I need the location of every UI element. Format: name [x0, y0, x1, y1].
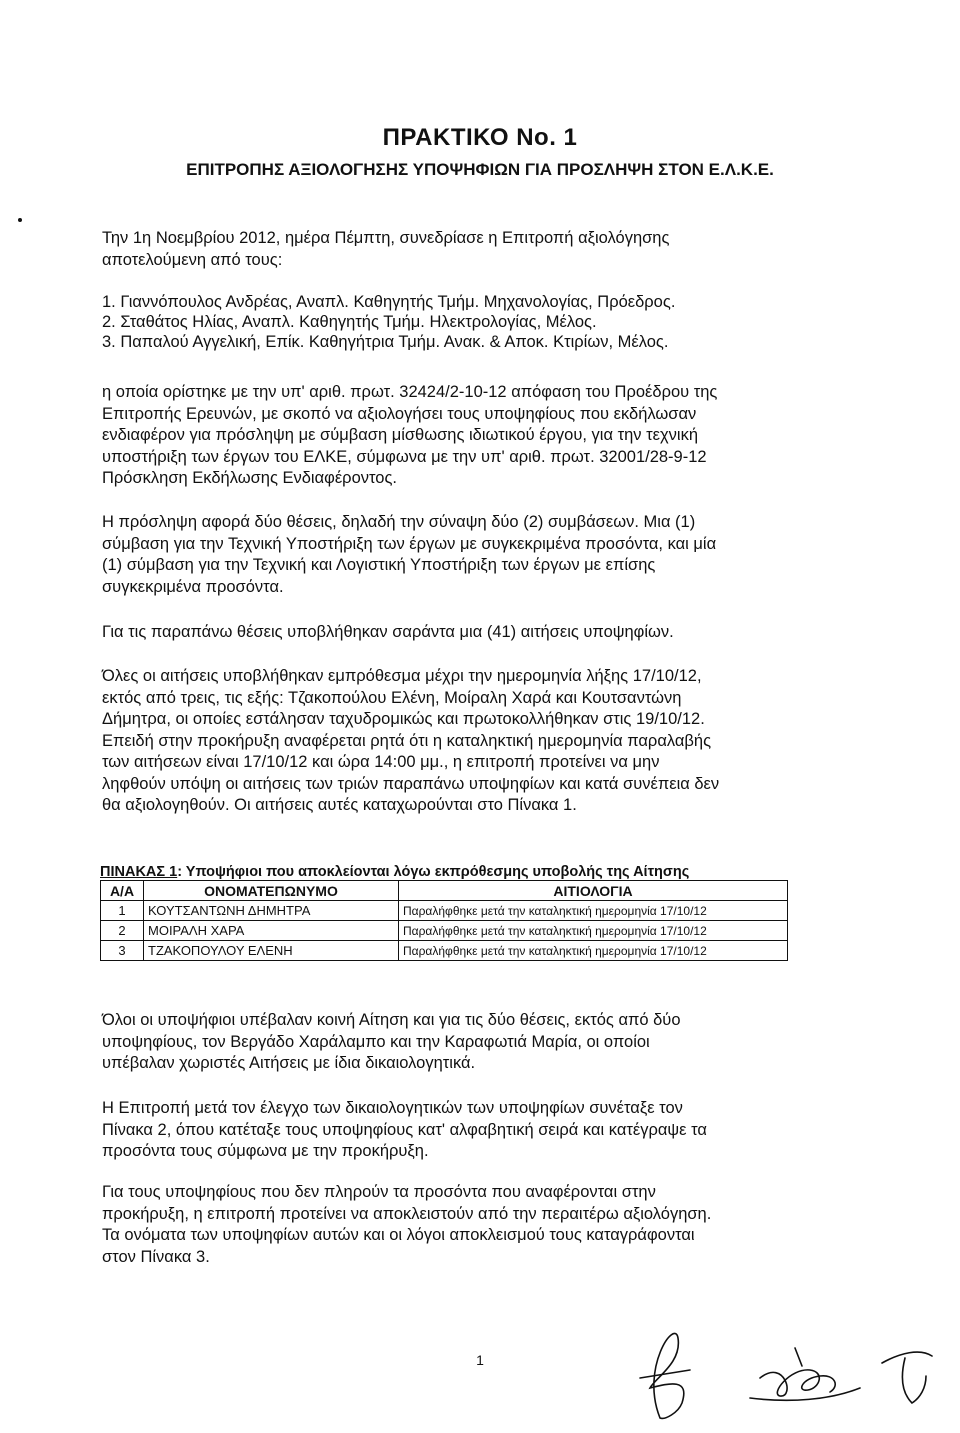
table-header-row	[101, 881, 788, 901]
intro-paragraph	[102, 228, 814, 271]
committee-members-list	[102, 292, 814, 352]
table-cell: 3	[101, 941, 144, 961]
paragraph-table2	[102, 1098, 814, 1163]
list-item: 1. Γιαννόπουλος Ανδρέας, Αναπλ. Καθηγητής Τμήμ. Μηχανολογίας, Πρόεδρος.	[102, 293, 676, 311]
text-line: Την 1η Νοεμβρίου 2012, ημέρα Πέμπτη, συνεδρίασε η Επιτροπή αξιολόγησης	[102, 229, 670, 247]
document-title: ΠΡΑΚΤΙΚΟ Νο. 1	[382, 124, 578, 151]
list-item: 3. Παπαλού Αγγελική, Επίκ. Καθηγήτρια Τμήμ. Ανακ. & Αποκ. Κτιρίων, Μέλος.	[102, 333, 669, 351]
text-line: ληφθούν υπόψη οι αιτήσεις των τριών παραπάνω υποψηφίων και κατά συνέπεια δεν	[102, 774, 720, 793]
text-line: θα αξιολογηθούν. Οι αιτήσεις αυτές καταχωρούνται στο Πίνακα 1.	[102, 796, 577, 814]
text-line: Πρόσκληση Εκδήλωσης Ενδιαφέροντος.	[102, 469, 397, 487]
table1-caption-label: ΠΙΝΑΚΑΣ 1	[100, 864, 178, 880]
text-line: υποστήριξη των έργων του ΕΛΚΕ, σύμφωνα με την υπ' αριθ. πρωτ. 32001/28-9-12	[102, 447, 707, 466]
handwritten-signatures	[620, 1308, 940, 1428]
text-line: Η πρόσληψη αφορά δύο θέσεις, δηλαδή την σύναψη δύο (2) συμβάσεων. Μια (1)	[102, 513, 696, 531]
margin-dot	[18, 218, 22, 222]
paragraph-joint-applications	[102, 1010, 814, 1075]
text-line: υπέβαλαν χωριστές Αιτήσεις με ίδια δικαιολογητικά.	[102, 1054, 476, 1072]
table-cell: Παραλήφθηκε μετά την καταληκτική ημερομηνία 17/10/12	[399, 901, 788, 921]
table1-caption	[100, 864, 689, 880]
paragraph-table3	[102, 1182, 814, 1268]
text-line: Όλες οι αιτήσεις υποβλήθηκαν εμπρόθεσμα μέχρι την ημερομηνία λήξης 17/10/12,	[102, 667, 702, 685]
text-line: προσόντα τους σύμφωνα με την προκήρυξη.	[102, 1142, 429, 1160]
text-line: (1) σύμβαση για την Τεχνική και Λογιστική Υποστήριξη των έργων με επίσης	[102, 556, 656, 574]
table-row	[101, 921, 788, 941]
text-line: εκτός από τρεις, τις εξής: Τζακοπούλου Ελένη, Μοίραλη Χαρά και Κουτσαντώνη	[102, 688, 682, 707]
table-cell: ΤΖΑΚΟΠΟΥΛΟΥ ΕΛΕΝΗ	[144, 941, 399, 961]
table-cell: Παραλήφθηκε μετά την καταληκτική ημερομηνία 17/10/12	[399, 921, 788, 941]
table-cell: ΜΟΙΡΑΛΗ ΧΑΡΑ	[144, 921, 399, 941]
text-line: των αιτήσεων είναι 17/10/12 και ώρα 14:00 μμ., η επιτροπή προτείνει να μην	[102, 753, 660, 771]
table-cell: ΚΟΥΤΣΑΝΤΩΝΗ ΔΗΜΗΤΡΑ	[144, 901, 399, 921]
text-line: προκήρυξη, η επιτροπή προτείνει να αποκλειστούν από την περαιτέρω αξιολόγηση.	[102, 1204, 712, 1223]
text-line: η οποία ορίστηκε με την υπ' αριθ. πρωτ. 32424/2-10-12 απόφαση του Προέδρου της	[102, 383, 718, 401]
table-cell: 1	[101, 901, 144, 921]
table-cell: 2	[101, 921, 144, 941]
column-header: ΑΙΤΙΟΛΟΓΙΑ	[399, 881, 788, 901]
text-line: Τα ονόματα των υποψηφίων αυτών και οι λόγοι αποκλεισμού τους καταγράφονται	[102, 1226, 695, 1244]
paragraph-positions	[102, 512, 814, 598]
table1-caption-text: : Υποψήφιοι που αποκλείονται λόγω εκπρόθεσμης υποβολής της Αίτησης	[177, 864, 690, 880]
text-line: αποτελούμενη από τους:	[102, 250, 283, 269]
text-line: Δήμητρα, οι οποίες εστάλησαν ταχυδρομικώς και πρωτοκολλήθηκαν στις 19/10/12.	[102, 710, 705, 728]
text-line: Επιτροπής Ερευνών, με σκοπό να αξιολογήσει τους υποψηφίους που εκδήλωσαν	[102, 404, 697, 423]
text-line: Η Επιτροπή μετά τον έλεγχο των δικαιολογητικών των υποψηφίων συνέταξε τον	[102, 1099, 683, 1117]
text-line: υποψηφίους, τον Βεργάδο Χαράλαμπο και την Καραφωτιά Μαρία, οι οποίοι	[102, 1032, 650, 1051]
paragraph-appointment	[102, 382, 814, 490]
signature-2	[750, 1348, 860, 1400]
document-subtitle: ΕΠΙΤΡΟΠΗΣ ΑΞΙΟΛΟΓΗΣΗΣ ΥΠΟΨΗΦΙΩΝ ΓΙΑ ΠΡΟΣΛΗΨΗ ΣΤΟΝ Ε.Λ.Κ.Ε.	[186, 160, 774, 179]
page-number: 1	[476, 1352, 484, 1368]
text-line: Επειδή στην προκήρυξη αναφέρεται ρητά ότι η καταληκτική ημερομηνία παραλαβής	[102, 731, 712, 750]
signature-1	[640, 1333, 690, 1418]
signature-3	[882, 1352, 932, 1403]
text-line: Για τους υποψηφίους που δεν πληρούν τα προσόντα που αναφέρονται στην	[102, 1183, 656, 1201]
column-header: ΟΝΟΜΑΤΕΠΩΝΥΜΟ	[144, 881, 399, 901]
paragraph-late-applications	[102, 666, 814, 817]
text-line: ενδιαφέρον για πρόσληψη με σύμβαση μίσθωσης ιδιωτικού έργου, για την τεχνική	[102, 426, 698, 444]
text-line: στον Πίνακα 3.	[102, 1247, 210, 1266]
table-row	[101, 941, 788, 961]
paragraph-applications	[102, 622, 814, 644]
text-line: Πίνακα 2, όπου κατέταξε τους υποψηφίους κατ' αλφαβητική σειρά και κατέγραψε τα	[102, 1120, 707, 1139]
column-header: Α/Α	[101, 881, 144, 901]
text-line: συγκεκριμένα προσόντα.	[102, 577, 284, 596]
excluded-candidates-table	[100, 880, 788, 961]
table-row	[101, 901, 788, 921]
text-line: Όλοι οι υποψήφιοι υπέβαλαν κοινή Αίτηση και για τις δύο θέσεις, εκτός από δύο	[102, 1011, 681, 1029]
list-item: 2. Σταθάτος Ηλίας, Αναπλ. Καθηγητής Τμήμ. Ηλεκτρολογίας, Μέλος.	[102, 313, 597, 331]
text-line: σύμβαση για την Τεχνική Υποστήριξη των έργων με συγκεκριμένα προσόντα, και μία	[102, 534, 717, 553]
text-line: Για τις παραπάνω θέσεις υποβλήθηκαν σαράντα μια (41) αιτήσεις υποψηφίων.	[102, 623, 674, 641]
table-cell: Παραλήφθηκε μετά την καταληκτική ημερομηνία 17/10/12	[399, 941, 788, 961]
